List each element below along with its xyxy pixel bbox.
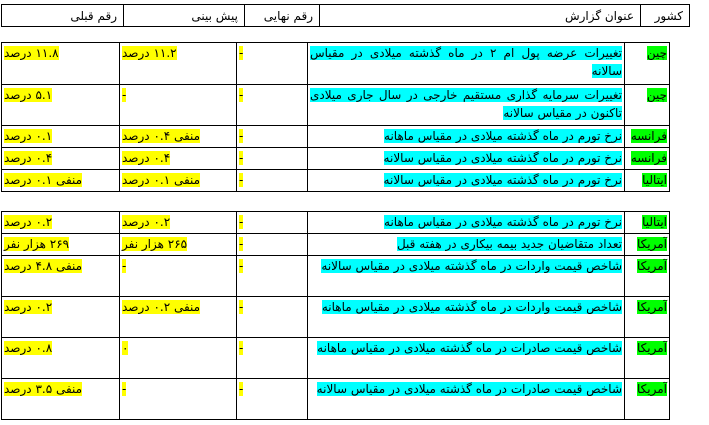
country-cell: آمریکا: [636, 382, 667, 396]
country-cell: ایتالیا: [642, 173, 667, 187]
forecast-cell: منفی ۰.۲ درصد: [122, 300, 201, 314]
country-cell: آمریکا: [636, 237, 667, 251]
title-cell: شاخص قیمت واردات در ماه گذشته میلادی در مقیاس سالانه: [321, 259, 622, 273]
forecast-cell: منفی ۰.۱ درصد: [122, 173, 201, 187]
table-row: [2, 43, 670, 85]
title-cell: تغییرات سرمایه گذاری مستقیم خارجی در سال جاری میلادی تاکنون در مقیاس سالانه: [310, 88, 622, 120]
country-cell: آمریکا: [636, 341, 667, 355]
title-cell: تغییرات عرضه پول ام ۲ در ماه گذشته میلادی در مقیاس سالانه: [310, 46, 622, 78]
previous-cell: ۱۱.۸ درصد: [4, 46, 59, 60]
header-table: [1, 4, 690, 27]
table-row: [2, 338, 670, 379]
report-table-1: [1, 42, 670, 192]
table-row: [2, 379, 670, 420]
final-cell: -: [239, 173, 244, 187]
forecast-cell: -: [122, 259, 127, 273]
previous-cell: ۰.۱ درصد: [4, 129, 53, 143]
final-cell: -: [239, 151, 244, 165]
forecast-cell: ۰: [122, 341, 129, 355]
country-cell: چین: [646, 46, 667, 60]
previous-cell: ۰.۴ درصد: [4, 151, 53, 165]
final-cell: -: [239, 129, 244, 143]
forecast-cell: ۲۶۵ هزار نفر: [122, 237, 188, 251]
table-row: [2, 148, 670, 170]
forecast-cell: -: [122, 382, 127, 396]
table-row: [2, 170, 670, 192]
final-cell: -: [239, 237, 244, 251]
country-cell: آمریکا: [636, 259, 667, 273]
header-title: عنوان گزارش: [320, 5, 641, 27]
table-row: [2, 234, 670, 256]
forecast-cell: ۰.۲ درصد: [122, 215, 171, 229]
header-final: رقم نهایی: [245, 5, 320, 27]
table-row: [2, 256, 670, 297]
previous-cell: منفی ۰.۱ درصد: [4, 173, 83, 187]
header-country: کشور: [641, 5, 690, 27]
final-cell: -: [239, 341, 244, 355]
previous-cell: ۰.۲ درصد: [4, 300, 53, 314]
previous-cell: ۰.۲ درصد: [4, 215, 53, 229]
header-forecast: پیش بینی: [124, 5, 245, 27]
report-table-2: [1, 211, 670, 420]
country-cell: آمریکا: [636, 300, 667, 314]
forecast-cell: -: [122, 88, 127, 102]
final-cell: -: [239, 300, 244, 314]
previous-cell: ۵.۱ درصد: [4, 88, 53, 102]
header-previous: رقم قبلی: [2, 5, 124, 27]
title-cell: نرخ تورم در ماه گذشته میلادی در مقیاس ماهانه: [384, 129, 622, 143]
table-row: [2, 85, 670, 126]
title-cell: نرخ تورم در ماه گذشته میلادی در مقیاس سالانه: [383, 151, 622, 165]
title-cell: شاخص قیمت صادرات در ماه گذشته میلادی در مقیاس ماهانه: [317, 341, 622, 355]
forecast-cell: ۱۱.۲ درصد: [122, 46, 177, 60]
previous-cell: منفی ۳.۵ درصد: [4, 382, 83, 396]
title-cell: نرخ تورم در ماه گذشته میلادی در مقیاس ماهانه: [384, 215, 622, 229]
forecast-cell: منفی ۰.۴ درصد: [122, 129, 201, 143]
table-row: [2, 212, 670, 234]
table-row: [2, 297, 670, 338]
final-cell: -: [239, 382, 244, 396]
forecast-cell: ۰.۴ درصد: [122, 151, 171, 165]
final-cell: -: [239, 259, 244, 273]
final-cell: -: [239, 88, 244, 102]
previous-cell: ۲۶۹ هزار نفر: [4, 237, 70, 251]
table-row: [2, 126, 670, 148]
previous-cell: ۰.۸ درصد: [4, 341, 53, 355]
title-cell: شاخص قیمت واردات در ماه گذشته میلادی در مقیاس ماهانه: [321, 300, 622, 314]
title-cell: تعداد متقاضیان جدید بیمه بیکاری در هفته قبل: [396, 237, 622, 251]
title-cell: شاخص قیمت صادرات در ماه گذشته میلادی در مقیاس سالانه: [316, 382, 622, 396]
previous-cell: منفی ۴.۸ درصد: [4, 259, 83, 273]
country-cell: فرانسه: [630, 151, 667, 165]
country-cell: ایتالیا: [642, 215, 667, 229]
final-cell: -: [239, 215, 244, 229]
country-cell: چین: [646, 88, 667, 102]
title-cell: نرخ تورم در ماه گذشته میلادی در مقیاس سالانه: [383, 173, 622, 187]
country-cell: فرانسه: [630, 129, 667, 143]
final-cell: -: [239, 46, 244, 60]
